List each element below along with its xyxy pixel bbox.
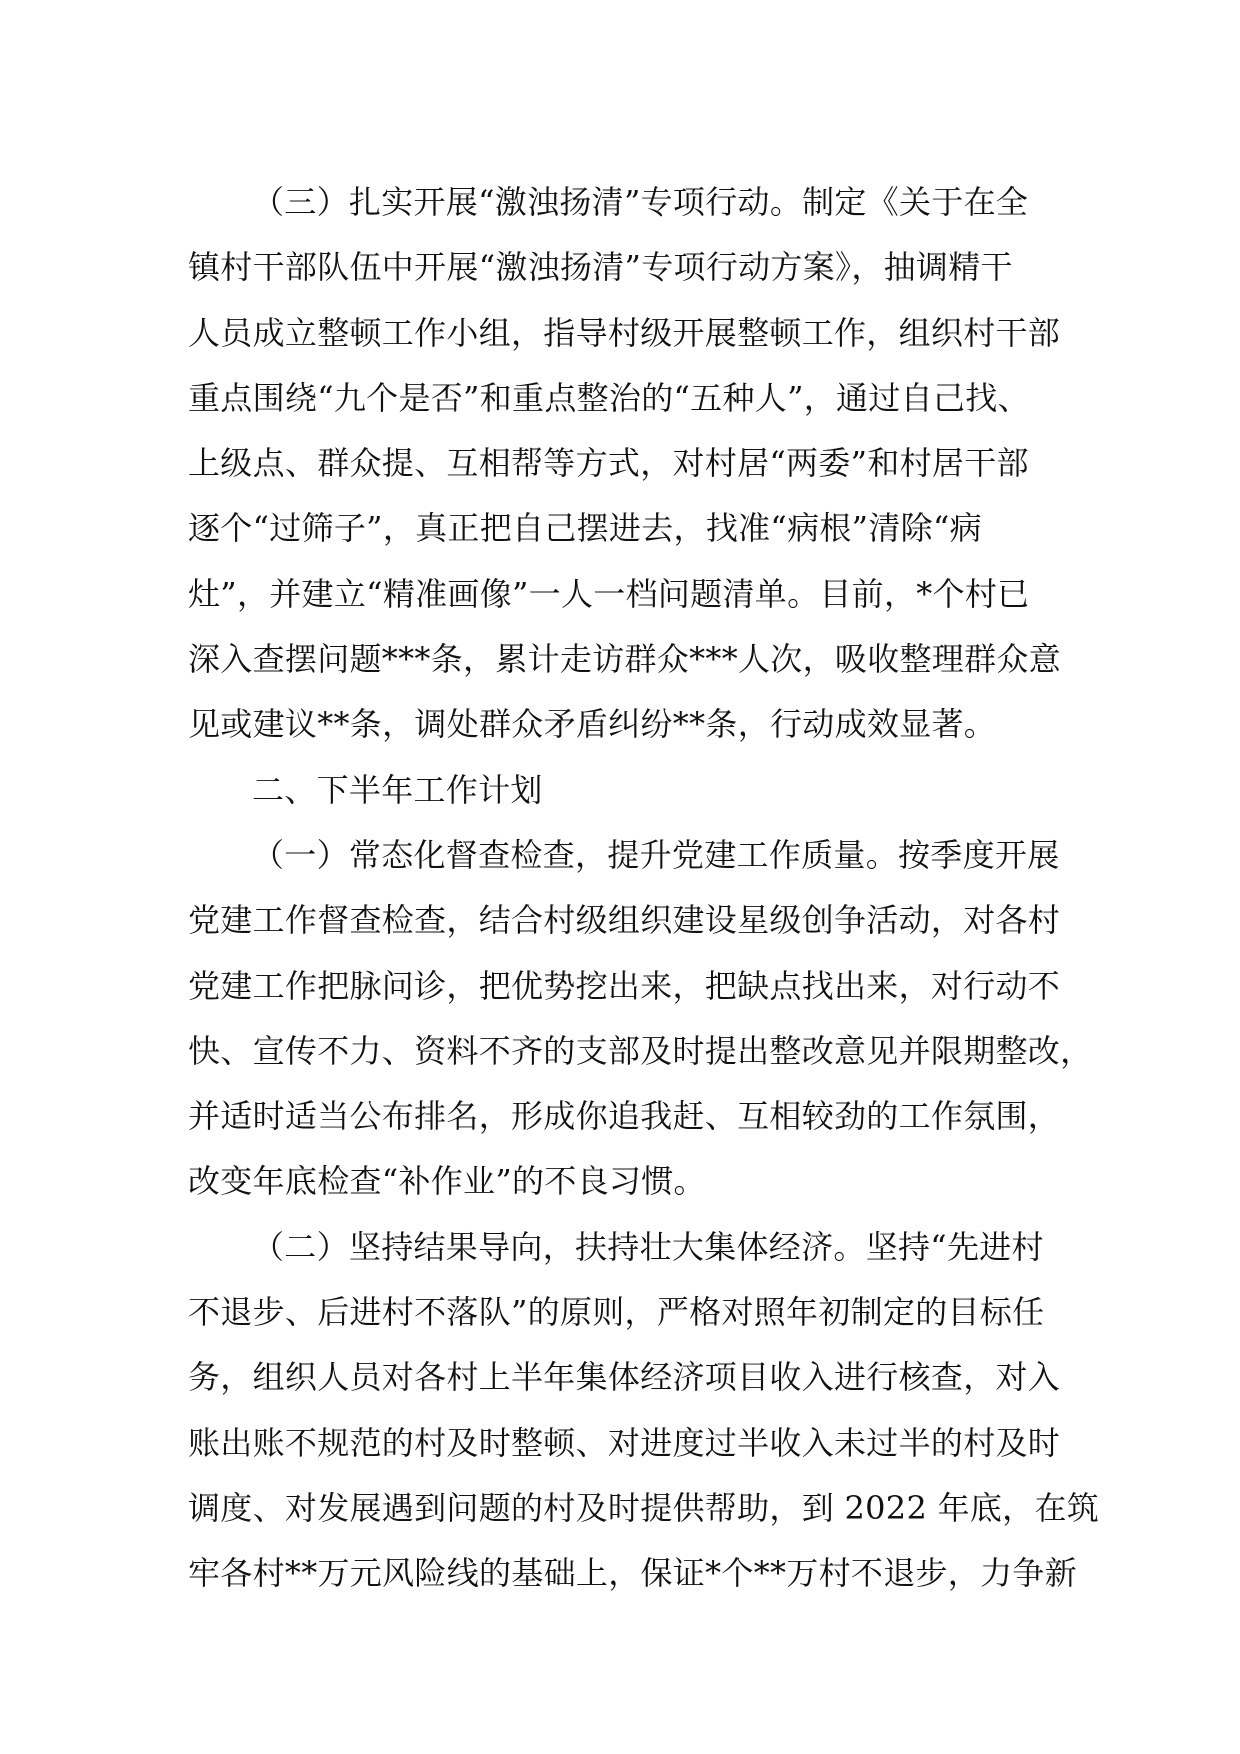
document-body: [188, 170, 1100, 1607]
paragraph-line: 务，组织人员对各村上半年集体经济项目收入进行核查，对入: [188, 1358, 1061, 1397]
section-heading: 二、下半年工作计划: [252, 770, 543, 809]
paragraph-line: 账出账不规范的村及时整顿、对进度过半收入未过半的村及时: [188, 1423, 1061, 1462]
paragraph-line: 灶”，并建立“精准画像”一人一档问题清单。目前，*个村已: [188, 574, 1030, 613]
paragraph-line: 党建工作把脉问诊，把优势挖出来，把缺点找出来，对行动不: [188, 966, 1061, 1005]
paragraph-line: 党建工作督查检查，结合村级组织建设星级创争活动，对各村: [188, 901, 1061, 940]
paragraph-line: （三）扎实开展“激浊扬清”专项行动。制定《关于在全: [252, 183, 1029, 221]
paragraph-line: （二）坚持结果导向，扶持壮大集体经济。坚持“先进村: [252, 1227, 1044, 1266]
paragraph-line: 深入查摆问题***条，累计走访群众***人次，吸收整理群众意: [188, 640, 1062, 679]
paragraph-line: 调度、对发展遇到问题的村及时提供帮助，到 2022 年底，在筑: [188, 1488, 1100, 1527]
paragraph-line: 改变年底检查“补作业”的不良习惯。: [188, 1162, 706, 1201]
paragraph-line: 快、宣传不力、资料不齐的支部及时提出整改意见并限期整改，: [188, 1031, 1093, 1070]
paragraph-line: 人员成立整顿工作小组，指导村级开展整顿工作，组织村干部: [188, 313, 1061, 352]
paragraph-line: 上级点、群众提、互相帮等方式，对村居“两委”和村居干部: [188, 444, 1029, 483]
paragraph-line: 不退步、后进村不落队”的原则，严格对照年初制定的目标任: [188, 1293, 1045, 1332]
paragraph-line: 重点围绕“九个是否”和重点整治的“五种人”，通过自己找、: [188, 378, 1030, 417]
paragraph-line: 逐个“过筛子”，真正把自己摆进去，找准“病根”清除“病: [188, 509, 982, 548]
paragraph-line: 见或建议**条，调处群众矛盾纠纷**条，行动成效显著。: [188, 705, 997, 744]
paragraph-line: （一）常态化督查检查，提升党建工作质量。按季度开展: [252, 835, 1060, 874]
paragraph-line: 牢各村**万元风险线的基础上，保证*个**万村不退步，力争新: [188, 1554, 1078, 1593]
paragraph-line: 并适时适当公布排名，形成你追我赶、互相较劲的工作氛围，: [188, 1097, 1061, 1136]
paragraph-line: 镇村干部队伍中开展“激浊扬清”专项行动方案》，抽调精干: [188, 248, 1013, 287]
